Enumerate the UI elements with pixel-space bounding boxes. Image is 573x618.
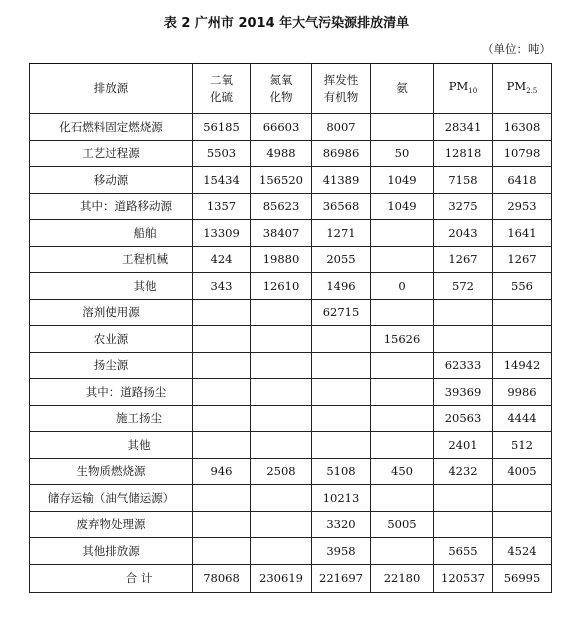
column-header-line: 化物 xyxy=(269,89,293,104)
table-cell: 13309 xyxy=(193,220,251,247)
table-cell xyxy=(251,326,312,353)
column-header xyxy=(312,64,371,114)
table-cell: 50 xyxy=(371,140,434,167)
column-header-label: PM xyxy=(506,78,527,93)
table-cell: 22180 xyxy=(371,564,434,592)
table-cell: 120537 xyxy=(434,564,493,592)
table-row xyxy=(30,511,552,538)
table-row xyxy=(30,564,552,592)
table-cell: 2401 xyxy=(434,432,493,459)
table-cell xyxy=(371,352,434,379)
table-cell: 4988 xyxy=(251,140,312,167)
table-row xyxy=(30,299,552,326)
table-cell: 450 xyxy=(371,458,434,485)
table-cell: 5108 xyxy=(312,458,371,485)
table-cell xyxy=(371,114,434,141)
table-cell: 1357 xyxy=(193,193,251,220)
table-cell xyxy=(251,538,312,565)
table-cell xyxy=(251,299,312,326)
table-cell xyxy=(193,326,251,353)
table-cell xyxy=(493,326,552,353)
column-header-line: 挥发性 xyxy=(323,72,359,87)
table-cell xyxy=(312,379,371,406)
table-row xyxy=(30,220,552,247)
column-header-line: 化硫 xyxy=(210,89,233,104)
table-title: 表 2 广州市 2014 年大气污染源排放清单 xyxy=(163,16,410,31)
table-row xyxy=(30,273,552,300)
table-cell: 1049 xyxy=(371,193,434,220)
table-cell: 2508 xyxy=(251,458,312,485)
row-label: 移动源 xyxy=(30,167,193,194)
table-cell xyxy=(193,511,251,538)
table-cell: 5503 xyxy=(193,140,251,167)
table-row xyxy=(30,352,552,379)
table-cell: 946 xyxy=(193,458,251,485)
table-cell xyxy=(251,379,312,406)
table-cell xyxy=(371,405,434,432)
column-header xyxy=(251,64,312,114)
table-cell: 9986 xyxy=(493,379,552,406)
table-cell xyxy=(371,432,434,459)
table-cell: 15434 xyxy=(193,167,251,194)
table-cell: 572 xyxy=(434,273,493,300)
row-label: 农业源 xyxy=(30,326,193,353)
table-cell: 10798 xyxy=(493,140,552,167)
table-cell: 4232 xyxy=(434,458,493,485)
table-cell: 62715 xyxy=(312,299,371,326)
row-label: 施工扬尘 xyxy=(30,405,193,432)
row-label: 其中：道路扬尘 xyxy=(30,379,193,406)
table-cell: 1267 xyxy=(493,246,552,273)
table-cell xyxy=(434,299,493,326)
table-cell: 1641 xyxy=(493,220,552,247)
table-cell: 512 xyxy=(493,432,552,459)
table-cell: 8007 xyxy=(312,114,371,141)
table-cell: 230619 xyxy=(251,564,312,592)
table-cell xyxy=(371,246,434,273)
table-cell xyxy=(493,299,552,326)
table-cell xyxy=(312,352,371,379)
table-cell xyxy=(312,432,371,459)
row-label: 其他 xyxy=(30,432,193,459)
table-cell xyxy=(251,485,312,512)
table-cell: 343 xyxy=(193,273,251,300)
column-header-line: 有机物 xyxy=(323,89,359,104)
column-header-line: 二氧 xyxy=(210,72,233,87)
table-row xyxy=(30,405,552,432)
table-cell xyxy=(193,352,251,379)
table-cell xyxy=(193,538,251,565)
table-cell: 10213 xyxy=(312,485,371,512)
table-cell: 4005 xyxy=(493,458,552,485)
table-cell xyxy=(371,220,434,247)
table-cell: 0 xyxy=(371,273,434,300)
row-label: 生物质燃烧源 xyxy=(30,458,193,485)
row-label: 合 计 xyxy=(30,564,193,592)
table-cell: 62333 xyxy=(434,352,493,379)
table-cell: 41389 xyxy=(312,167,371,194)
column-header xyxy=(30,64,193,114)
table-cell: 4444 xyxy=(493,405,552,432)
table-cell xyxy=(312,326,371,353)
table-cell xyxy=(193,405,251,432)
row-label: 化石燃料固定燃烧源 xyxy=(30,114,193,141)
table-cell xyxy=(251,511,312,538)
table-cell xyxy=(193,432,251,459)
column-header-subscript: 10 xyxy=(468,86,478,95)
row-label: 扬尘源 xyxy=(30,352,193,379)
table-cell: 15626 xyxy=(371,326,434,353)
table-row xyxy=(30,167,552,194)
table-cell: 19880 xyxy=(251,246,312,273)
table-cell: 56995 xyxy=(493,564,552,592)
table-cell: 4524 xyxy=(493,538,552,565)
table-cell: 78068 xyxy=(193,564,251,592)
table-cell xyxy=(434,326,493,353)
table-row xyxy=(30,140,552,167)
table-cell xyxy=(193,299,251,326)
column-header-subscript: 2.5 xyxy=(526,86,538,95)
table-cell xyxy=(371,538,434,565)
table-cell: 1267 xyxy=(434,246,493,273)
table-row xyxy=(30,458,552,485)
table-cell: 66603 xyxy=(251,114,312,141)
table-cell xyxy=(312,405,371,432)
table-row xyxy=(30,246,552,273)
column-header-line: 氮氧 xyxy=(269,72,293,87)
table-cell: 39369 xyxy=(434,379,493,406)
row-label: 废弃物处理源 xyxy=(30,511,193,538)
table-cell: 2043 xyxy=(434,220,493,247)
table-cell: 1496 xyxy=(312,273,371,300)
column-header xyxy=(371,64,434,114)
table-row xyxy=(30,326,552,353)
table-cell: 14942 xyxy=(493,352,552,379)
table-cell: 86986 xyxy=(312,140,371,167)
row-label: 其他 xyxy=(30,273,193,300)
column-header xyxy=(193,64,251,114)
table-cell: 556 xyxy=(493,273,552,300)
table-row xyxy=(30,114,552,141)
table-cell xyxy=(251,405,312,432)
table-cell: 1271 xyxy=(312,220,371,247)
table-cell xyxy=(493,485,552,512)
row-label: 船舶 xyxy=(30,220,193,247)
table-cell: 12818 xyxy=(434,140,493,167)
table-cell xyxy=(493,511,552,538)
table-cell: 221697 xyxy=(312,564,371,592)
table-cell: 16308 xyxy=(493,114,552,141)
header-row xyxy=(30,64,552,114)
table-row xyxy=(30,485,552,512)
table-row xyxy=(30,538,552,565)
row-label: 工艺过程源 xyxy=(30,140,193,167)
table-row xyxy=(30,193,552,220)
table-cell xyxy=(371,379,434,406)
table-cell: 3275 xyxy=(434,193,493,220)
table-cell: 20563 xyxy=(434,405,493,432)
table-cell: 36568 xyxy=(312,193,371,220)
table-cell xyxy=(371,299,434,326)
table-cell: 5655 xyxy=(434,538,493,565)
emission-inventory-table xyxy=(29,63,552,593)
table-cell: 156520 xyxy=(251,167,312,194)
table-cell: 85623 xyxy=(251,193,312,220)
table-row xyxy=(30,432,552,459)
row-label: 储存运输（油气储运源） xyxy=(30,485,193,512)
table-cell xyxy=(371,485,434,512)
table-cell: 12610 xyxy=(251,273,312,300)
row-label: 溶剂使用源 xyxy=(30,299,193,326)
table-cell: 2953 xyxy=(493,193,552,220)
column-header-pm10 xyxy=(434,64,493,114)
table-cell: 56185 xyxy=(193,114,251,141)
table-cell: 2055 xyxy=(312,246,371,273)
table-cell xyxy=(251,352,312,379)
table-cell: 424 xyxy=(193,246,251,273)
column-header-label: PM xyxy=(448,78,469,93)
table-cell: 5005 xyxy=(371,511,434,538)
column-header-label: 氨 xyxy=(396,81,408,95)
table-cell: 38407 xyxy=(251,220,312,247)
row-label: 其他排放源 xyxy=(30,538,193,565)
table-cell: 3320 xyxy=(312,511,371,538)
table-cell xyxy=(193,485,251,512)
table-cell: 6418 xyxy=(493,167,552,194)
table-cell xyxy=(434,485,493,512)
table-cell: 7158 xyxy=(434,167,493,194)
column-header-pm25 xyxy=(493,64,552,114)
table-cell xyxy=(251,432,312,459)
table-cell xyxy=(193,379,251,406)
table-cell: 3958 xyxy=(312,538,371,565)
unit-label: （单位：吨） xyxy=(482,42,551,56)
table-cell xyxy=(434,511,493,538)
table-row xyxy=(30,379,552,406)
column-header-label: 排放源 xyxy=(93,81,129,95)
table-cell: 1049 xyxy=(371,167,434,194)
row-label: 工程机械 xyxy=(30,246,193,273)
table-cell: 28341 xyxy=(434,114,493,141)
row-label: 其中：道路移动源 xyxy=(30,193,193,220)
